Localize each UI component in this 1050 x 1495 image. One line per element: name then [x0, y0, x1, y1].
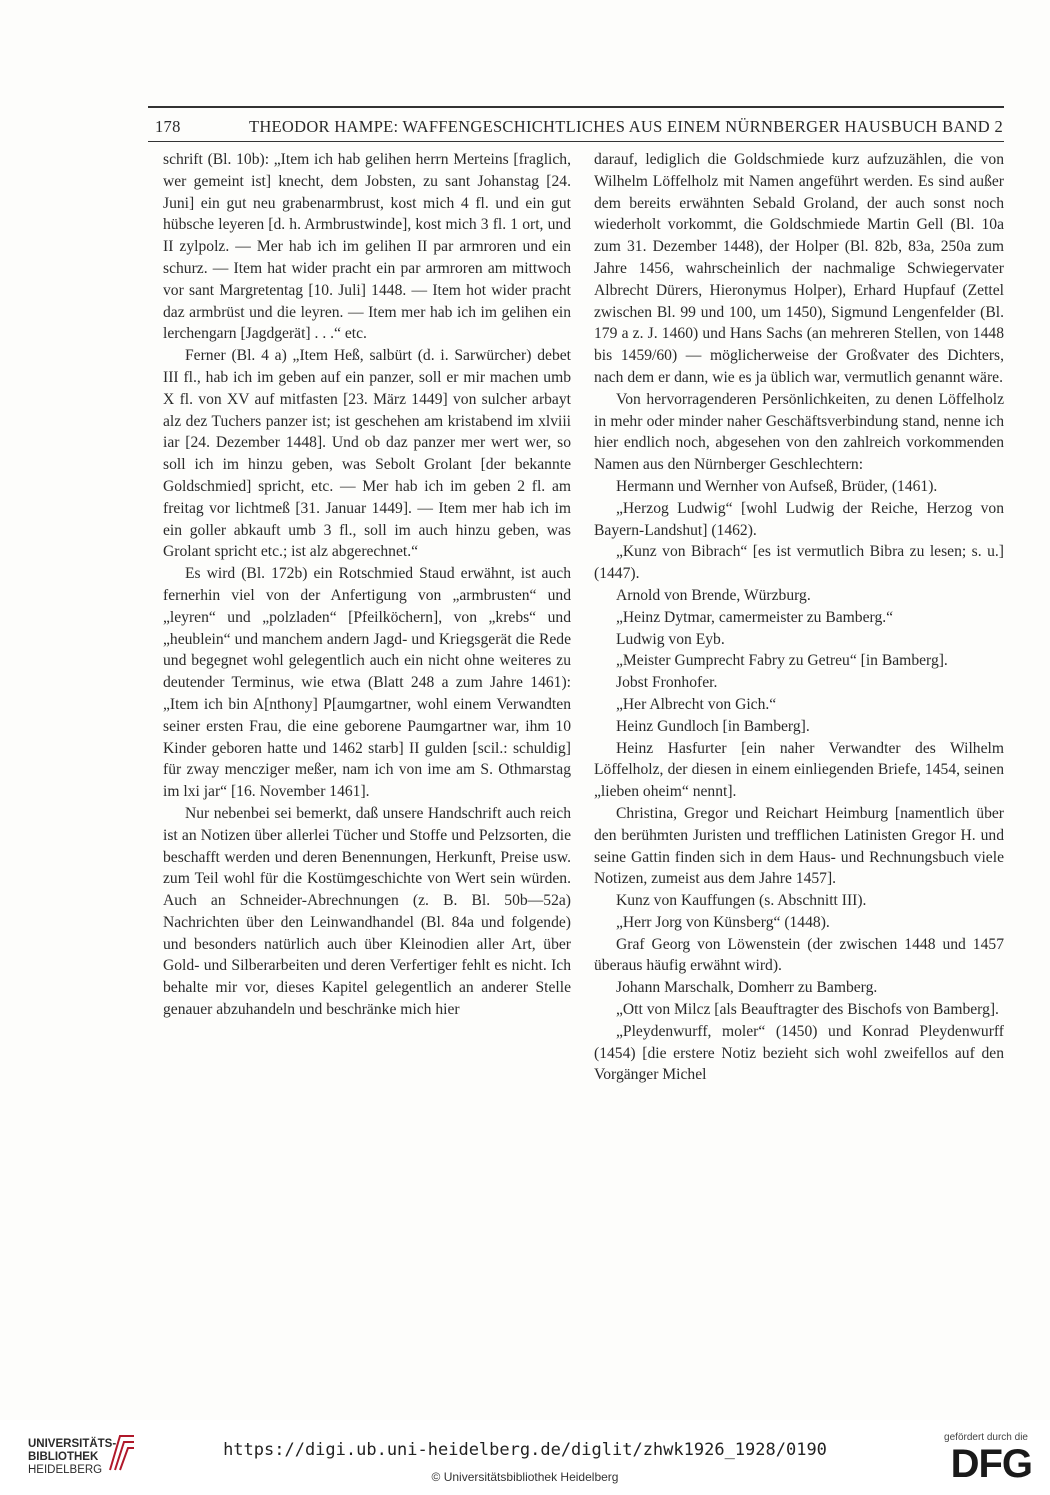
list-item: „Heinz Dytmar, camermeister zu Bamberg.“ — [616, 608, 894, 626]
list-item: Heinz Hasfurter [ein naher Verwandter des Wilhelm Löffelholz, der diesen in einem einliegenden Briefe, 1454, seinen „lieben oheim“ nennt]. — [594, 739, 1004, 801]
list-item: „Ott von Milcz [als Beauftragter des Bischofs von Bamberg]. — [616, 1001, 999, 1019]
list-item: Hermann und Wernher von Aufseß, Brüder, (1461). — [616, 477, 938, 495]
list-item: Ludwig von Eyb. — [616, 630, 725, 648]
list-item: „Her Albrecht von Gich.“ — [616, 695, 777, 713]
running-header — [155, 117, 1003, 137]
copyright-text: © Universitätsbibliothek Heidelberg — [431, 1470, 619, 1484]
list-item: Arnold von Brende, Würzburg. — [616, 586, 811, 604]
funding-note: gefördert durch die — [944, 1432, 1028, 1443]
list-item: „Kunz von Bibrach“ [es ist vermutlich Bibra zu lesen; s. u.] (1447). — [594, 543, 1004, 583]
viewer-footer — [0, 1420, 1050, 1495]
running-title: THEODOR HAMPE: WAFFENGESCHICHTLICHES AUS EINEM NÜRNBERGER HAUSBUCH BAND 2 — [248, 117, 1003, 136]
list-item: Johann Marschalk, Domherr zu Bamberg. — [616, 979, 878, 997]
list-item: Kunz von Kauffungen (s. Abschnitt III). — [616, 892, 867, 910]
list-item: „Meister Gumprecht Fabry zu Getreu“ [in Bamberg]. — [616, 652, 948, 670]
list-item: Graf Georg von Löwenstein (der zwischen 1448 und 1457 überaus häufig erwähnt wird). — [594, 935, 1004, 975]
paragraph: Nur nebenbei sei bemerkt, daß unsere Handschrift auch reich ist an Notizen über allerlei Tücher und Stoffe und Pelzsorten, die beschafft werden und deren Benennungen, Herkunft, Preise usw. zum Teil wohl für die Kostümgeschichte von Wert sein würden. Auch an Schneider-Abrechnungen (z. B. Bl. 50b—52a) Nachrichten über den Leinwandhandel (Bl. 84a und folgende) und besonders natürlich auch über Kleinodien aller Art, über Gold- und Silberarbeiten und deren Verfertiger fehlt es nicht. Ich behalte mir vor, dieses Kapitel gelegentlich an anderer Stelle genauer abzuhandeln und beschränke mich hier — [163, 804, 571, 1019]
paragraph: Es wird (Bl. 172b) ein Rotschmied Staud erwähnt, ist auch fernerhin viel von der Anfertigung von „armbrusten“ und „leyren“ und „polzladen“ [Pfeilköchern], von „krebs“ und „heublein“ und manchem andern Jagd- und Kriegsgerät die Rede und begegnet wohl gelegentlich auch ein nicht ohne weiteres zu deutender Terminus, wie etwa (Blatt 248 a zum Jahre 1461): „Item ich bin A[nthony] P[aumgartner, wohl einem Verwandten seiner ersten Frau, die eine geborene Paumgartner war, ihm 10 Kinder geboren hatte und 1462 starb] II gulden [scil.: schuldig] für zway mencziger meßer, nam ich von ime am S. Othmarstag im lxi jar“ [16. November 1461]. — [163, 565, 571, 801]
library-logo-text[interactable]: UNIVERSITÄTS- BIBLIOTHEK HEIDELBERG — [28, 1438, 117, 1476]
header-rule-top — [148, 106, 1004, 108]
header-rule-bottom — [148, 141, 1004, 142]
permalink-url[interactable]: https://digi.ub.uni-heidelberg.de/diglit/zhwk1926_1928/0190 — [223, 1440, 827, 1460]
text-column-right — [594, 149, 1004, 1086]
list-item: Heinz Gundloch [in Bamberg]. — [616, 717, 810, 735]
list-item: Jobst Fronhofer. — [616, 674, 718, 692]
list-item: „Herzog Ludwig“ [wohl Ludwig der Reiche, Herzog von Bayern-Landshut] (1462). — [594, 499, 1004, 539]
dfg-logo[interactable]: DFG — [950, 1442, 1032, 1486]
paragraph: schrift (Bl. 10b): „Item ich hab gelihen herrn Merteins [fraglich, wer gemeint ist] knecht, dem Jobsten, zu sant Johanstag [24. Juni] ein gut neu grabenarmbrust, kost mich 4 fl. und ein gut hübsche leyeren [d. h. Armbrustwinde], kost mich 3 fl. 1 ort, und II zylpolz. — Mer hab ich im gelihen II par armroren und ein schurz. — Item hat wider pracht ein par armroren am mittwoch vor sant Margretentag [10. Juli] 1448. — Item hot wider pracht daz armbrüst und die leyren. — Item mer hab ich im gelihen ein lerchengarn [Jagdgerät] . . .“ etc. — [163, 151, 571, 343]
paragraph: Ferner (Bl. 4 a) „Item Heß, salbürt (d. i. Sarwürcher) debet III fl., hab ich im geben auf ein panzer, soll er mir machen umb X fl. von XV auf mitfasten [23. März 1449] von sulcher arbayt alz dez Tuchers panzer ist; ist geschehen am kristabend im xlviii iar [24. Dezember 1448]. Und ob daz panzer mer wert wer, so soll ich im hinzu geben, was Sebolt Grolant [der bekannte Goldschmied] spricht, etc. — Mer hab ich im geben 2 fl. am freitag vor lichtmeß [31. Januar 1449]. — Item mer hab ich im ein goller abkauft umb 3 fl., soll im auch hinzu geben, was Grolant spricht etc.; ist alz abgerechnet.“ — [163, 347, 571, 561]
text-column-left — [163, 149, 571, 1021]
list-item: „Herr Jorg von Künsberg“ (1448). — [616, 913, 830, 931]
list-item: Christina, Gregor und Reichart Heimburg [namentlich über den berühmten Juristen und trefflichen Latinisten Gregor H. und seine Gattin finden sich in dem Haus- und Rechnungsbuch viele Notizen, zumeist aus dem Jahre 1457]. — [594, 804, 1004, 888]
page-number: 178 — [155, 117, 181, 136]
list-item: „Pleydenwurff, moler“ (1450) und Konrad Pleydenwurff (1454) [die erstere Notiz bezieht sich wohl zweifellos auf den Vorgänger Michel — [594, 1022, 1004, 1084]
paragraph: darauf, lediglich die Goldschmiede kurz aufzuzählen, die von Wilhelm Löffelholz mit Namen angeführt werden. Es sind außer dem bereits erwähnten Sebald Groland, der auch sonst noch wiederholt vorkommt, die Goldschmiede Martin Gell (Bl. 10a zum 31. Dezember 1448), der Holper (Bl. 82b, 83a, 250a zum Jahre 1456, wahrscheinlich der nachmalige Schwiegervater Albrecht Dürers, Hieronymus Holper), Erhard Hupfauf (Zettel zwischen Bl. 99 und 100, um 1450), Sigmund Lengenfelder (Bl. 179 a z. J. 1460) und Hans Sachs (an mehreren Stellen, von 1448 bis 1459/60) — möglicherweise der Großvater des Dichters, nach dem er dann, wie es ja üblich war, vermutlich genannt wäre. — [594, 151, 1004, 386]
paragraph: Von hervorragenderen Persönlichkeiten, zu denen Löffelholz in mehr oder minder naher Geschäftsverbindung stand, nenne ich hier endlich noch, abgesehen von den zahlreich vorkommenden Namen aus den Nürnberger Geschlechtern: — [594, 390, 1004, 474]
